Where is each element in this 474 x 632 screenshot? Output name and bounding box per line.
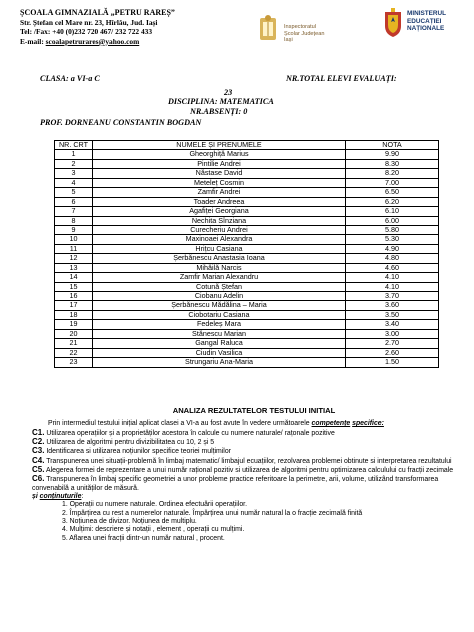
cell-grade: 5.80	[346, 225, 439, 234]
content-item: 1. Operații cu numere naturale. Ordinea efectuării operațiilor.	[62, 501, 247, 509]
cell-grade: 4.80	[346, 254, 439, 263]
competences-word: competențe	[311, 420, 351, 428]
competence-item	[32, 447, 462, 456]
cell-nr: 4	[55, 178, 93, 187]
cell-nr: 2	[55, 159, 93, 168]
table-row	[55, 188, 439, 197]
competence-code: C1.	[32, 427, 45, 437]
cell-nr: 6	[55, 197, 93, 206]
ministry-text	[407, 10, 446, 33]
table-row	[55, 320, 439, 329]
cell-grade: 6.50	[346, 188, 439, 197]
cell-nr: 19	[55, 320, 93, 329]
cell-grade: 1.50	[346, 358, 439, 367]
competence-text: Utilizarea de algoritmi pentru divizibilitatea cu 10, 2 și 5	[46, 439, 215, 447]
school-info	[20, 8, 240, 46]
competence-text: Identificarea si utilizarea noțiunilor specifice teoriei mulțimilor	[46, 448, 231, 456]
cell-name: Cotună Ștefan	[93, 282, 346, 291]
school-phone: Tel: /Fax: +40 (0)232 720 467/ 232 722 433	[20, 27, 153, 37]
cell-grade: 3.60	[346, 301, 439, 310]
table-row	[55, 310, 439, 319]
cell-grade: 4.10	[346, 273, 439, 282]
cell-name: Agafiței Georgiana	[93, 207, 346, 216]
cell-name: Meteleț Cosmin	[93, 178, 346, 187]
cell-nr: 17	[55, 301, 93, 310]
email-label: E-mail:	[20, 36, 44, 46]
content-item: 3. Noțiunea de divizor. Noțiunea de multiplu.	[62, 518, 197, 526]
cell-nr: 18	[55, 310, 93, 319]
isj-line3: Iași	[284, 37, 293, 44]
cell-name: Ciobotariu Casiana	[93, 310, 346, 319]
email-link[interactable]: scoalapetrurares@yahoo.com	[45, 36, 140, 46]
cell-nr: 7	[55, 207, 93, 216]
competence-code: C6.	[32, 474, 45, 484]
competence-code: C4.	[32, 455, 45, 465]
competence-item	[32, 466, 462, 475]
cell-nr: 22	[55, 348, 93, 357]
cell-grade: 3.50	[346, 310, 439, 319]
cell-grade: 9.90	[346, 150, 439, 159]
cell-name: Toader Andreea	[93, 197, 346, 206]
letterhead	[20, 8, 460, 68]
absent-label: NR.ABSENȚI: 0	[190, 107, 248, 116]
cell-name: Zamfir Andrei	[93, 188, 346, 197]
competence-item	[32, 457, 462, 466]
contents-colon: :	[81, 493, 84, 501]
header-grade: NOTA	[346, 141, 439, 150]
cell-grade: 8.30	[346, 159, 439, 168]
table-row	[55, 301, 439, 310]
cell-name: Maxinoaei Alexandra	[93, 235, 346, 244]
cell-nr: 9	[55, 225, 93, 234]
cell-name: Năstase David	[93, 169, 346, 178]
competence-code: C2.	[32, 437, 45, 447]
analysis-section	[32, 407, 462, 543]
cell-nr: 23	[55, 358, 93, 367]
cell-grade: 4.90	[346, 244, 439, 253]
cell-grade: 6.00	[346, 216, 439, 225]
table-row	[55, 159, 439, 168]
competence-text: Alegerea formei de reprezentare a unui număr rațional pozitiv si utilizarea de algoritmi pentru optimizarea calculului cu fracții zecimale	[46, 467, 454, 475]
table-row	[55, 150, 439, 159]
table-row	[55, 339, 439, 348]
cell-nr: 12	[55, 254, 93, 263]
analysis-intro	[32, 420, 462, 428]
cell-name: Gheorghiță Marius	[93, 150, 346, 159]
cell-nr: 10	[55, 235, 93, 244]
cell-name: Șerbănescu Mădălina – Maria	[93, 301, 346, 310]
cell-nr: 21	[55, 339, 93, 348]
ministry-line2: EDUCAȚIEI	[407, 17, 442, 25]
cell-name: Pintilie Andrei	[93, 159, 346, 168]
total-students-value: 23	[224, 88, 233, 97]
ministry-line1: MINISTERUL	[407, 10, 447, 17]
cell-name: Mihăilă Narcis	[93, 263, 346, 272]
competence-item	[32, 438, 462, 447]
cell-nr: 13	[55, 263, 93, 272]
si-word: și	[32, 493, 38, 501]
total-students-label: NR.TOTAL ELEVI EVALUAȚI:	[286, 74, 397, 83]
cell-grade: 6.10	[346, 207, 439, 216]
cell-nr: 11	[55, 244, 93, 253]
table-row	[55, 169, 439, 178]
teacher-label: PROF. DORNEANU CONSTANTIN BOGDAN	[40, 118, 202, 127]
header-name: NUMELE ȘI PRENUMELE	[93, 141, 346, 150]
specific-word: specifice:	[352, 420, 384, 428]
school-address: Str. Ștefan cel Mare nr. 23, Hîrlău, Jud. Iași	[20, 17, 158, 27]
isj-line1: Inspectoratul	[284, 24, 317, 30]
contents-heading	[32, 493, 462, 501]
competence-text: Transpunerea unei situații-problemă în limbaj matematic/ limbajul ecuațiilor, rezolvarea problemei obtinute si interpretarea rezultatului	[46, 457, 452, 465]
competence-text: Utilizarea operațiilor și a proprietăților acestora în calcule cu numere naturale/ rațonale pozitive	[46, 429, 335, 437]
cell-name: Zamfir Marian Alexandru	[93, 273, 346, 282]
cell-name: Șerbănescu Anastasia Ioana	[93, 254, 346, 263]
ministry-logo	[382, 8, 474, 48]
competence-item	[32, 429, 462, 438]
competence-code: C3.	[32, 446, 45, 456]
cell-grade: 5.30	[346, 235, 439, 244]
competences-list	[32, 429, 462, 493]
cell-grade: 4.60	[346, 263, 439, 272]
cell-nr: 16	[55, 292, 93, 301]
cell-name: Fedeleș Mara	[93, 320, 346, 329]
cell-nr: 14	[55, 273, 93, 282]
school-email-line	[20, 37, 240, 47]
subject-label: DISCIPLINA: MATEMATICA	[168, 97, 274, 106]
table-row	[55, 273, 439, 282]
cell-nr: 1	[55, 150, 93, 159]
cell-grade: 3.70	[346, 292, 439, 301]
cell-name: Ciobanu Adelin	[93, 292, 346, 301]
analysis-title: ANALIZA REZULTATELOR TESTULUI INITIAL	[172, 406, 336, 415]
contents-word: conținuturile	[39, 493, 82, 501]
cell-name: Gangal Raluca	[93, 339, 346, 348]
table-row	[55, 178, 439, 187]
cell-grade: 3.40	[346, 320, 439, 329]
table-row	[55, 282, 439, 291]
content-item: 4. Mulțimi: descriere și notații , element , operații cu mulțimi.	[62, 526, 245, 534]
class-label: CLASA: a VI-a C	[40, 74, 100, 83]
cell-nr: 15	[55, 282, 93, 291]
cell-grade: 6.20	[346, 197, 439, 206]
competence-code: C5.	[32, 465, 45, 475]
table-row	[55, 207, 439, 216]
intro-text: Prin intermediul testului inițial aplicat clasei a VI-a au fost avute în vedere următoarele	[48, 420, 310, 428]
coat-of-arms-icon	[382, 8, 404, 38]
cell-grade: 3.00	[346, 329, 439, 338]
cell-grade: 2.60	[346, 348, 439, 357]
content-item: 2. Împărțirea cu rest a numerelor naturale. Împărțirea unui număr natural la o fracție zecimală finită	[62, 509, 363, 517]
competence-text: Transpunerea în limbaj specific geometriei a unor probleme practice referitoare la perimetre, arii, volume, utilizând transformarea convenabilă a unităților de măsură.	[32, 476, 439, 492]
cell-name: Ciudin Vasilica	[93, 348, 346, 357]
cell-nr: 8	[55, 216, 93, 225]
ministry-line3: NAȚIONALE	[407, 25, 445, 33]
isj-emblem-icon	[257, 14, 279, 44]
isj-line2: Școlar Județean	[284, 30, 325, 37]
cell-nr: 5	[55, 188, 93, 197]
cell-grade: 4.10	[346, 282, 439, 291]
competence-item	[32, 475, 462, 493]
cell-nr: 3	[55, 169, 93, 178]
cell-grade: 2.70	[346, 339, 439, 348]
cell-name: Stănescu Marian	[93, 329, 346, 338]
isj-logo	[257, 14, 367, 50]
table-row	[55, 329, 439, 338]
grades-table	[54, 140, 439, 368]
table-row	[55, 254, 439, 263]
header-nr-crt: NR. CRT	[55, 141, 93, 150]
school-name: ȘCOALA GIMNAZIALĂ „PETRU RAREȘ”	[20, 8, 175, 17]
contents-list	[32, 501, 462, 543]
cell-name: Curecheriu Andrei	[93, 225, 346, 234]
cell-name: Nechita Sînziana	[93, 216, 346, 225]
table-row	[55, 358, 439, 367]
cell-nr: 20	[55, 329, 93, 338]
isj-text	[284, 24, 324, 44]
cell-name: Strungariu Ana-Maria	[93, 358, 346, 367]
cell-name: Hrițcu Casiana	[93, 244, 346, 253]
cell-grade: 7.00	[346, 178, 439, 187]
content-item: 5. Aflarea unei fracții dintr-un număr natural , procent.	[62, 534, 225, 542]
cell-grade: 8.20	[346, 169, 439, 178]
table-row	[55, 235, 439, 244]
